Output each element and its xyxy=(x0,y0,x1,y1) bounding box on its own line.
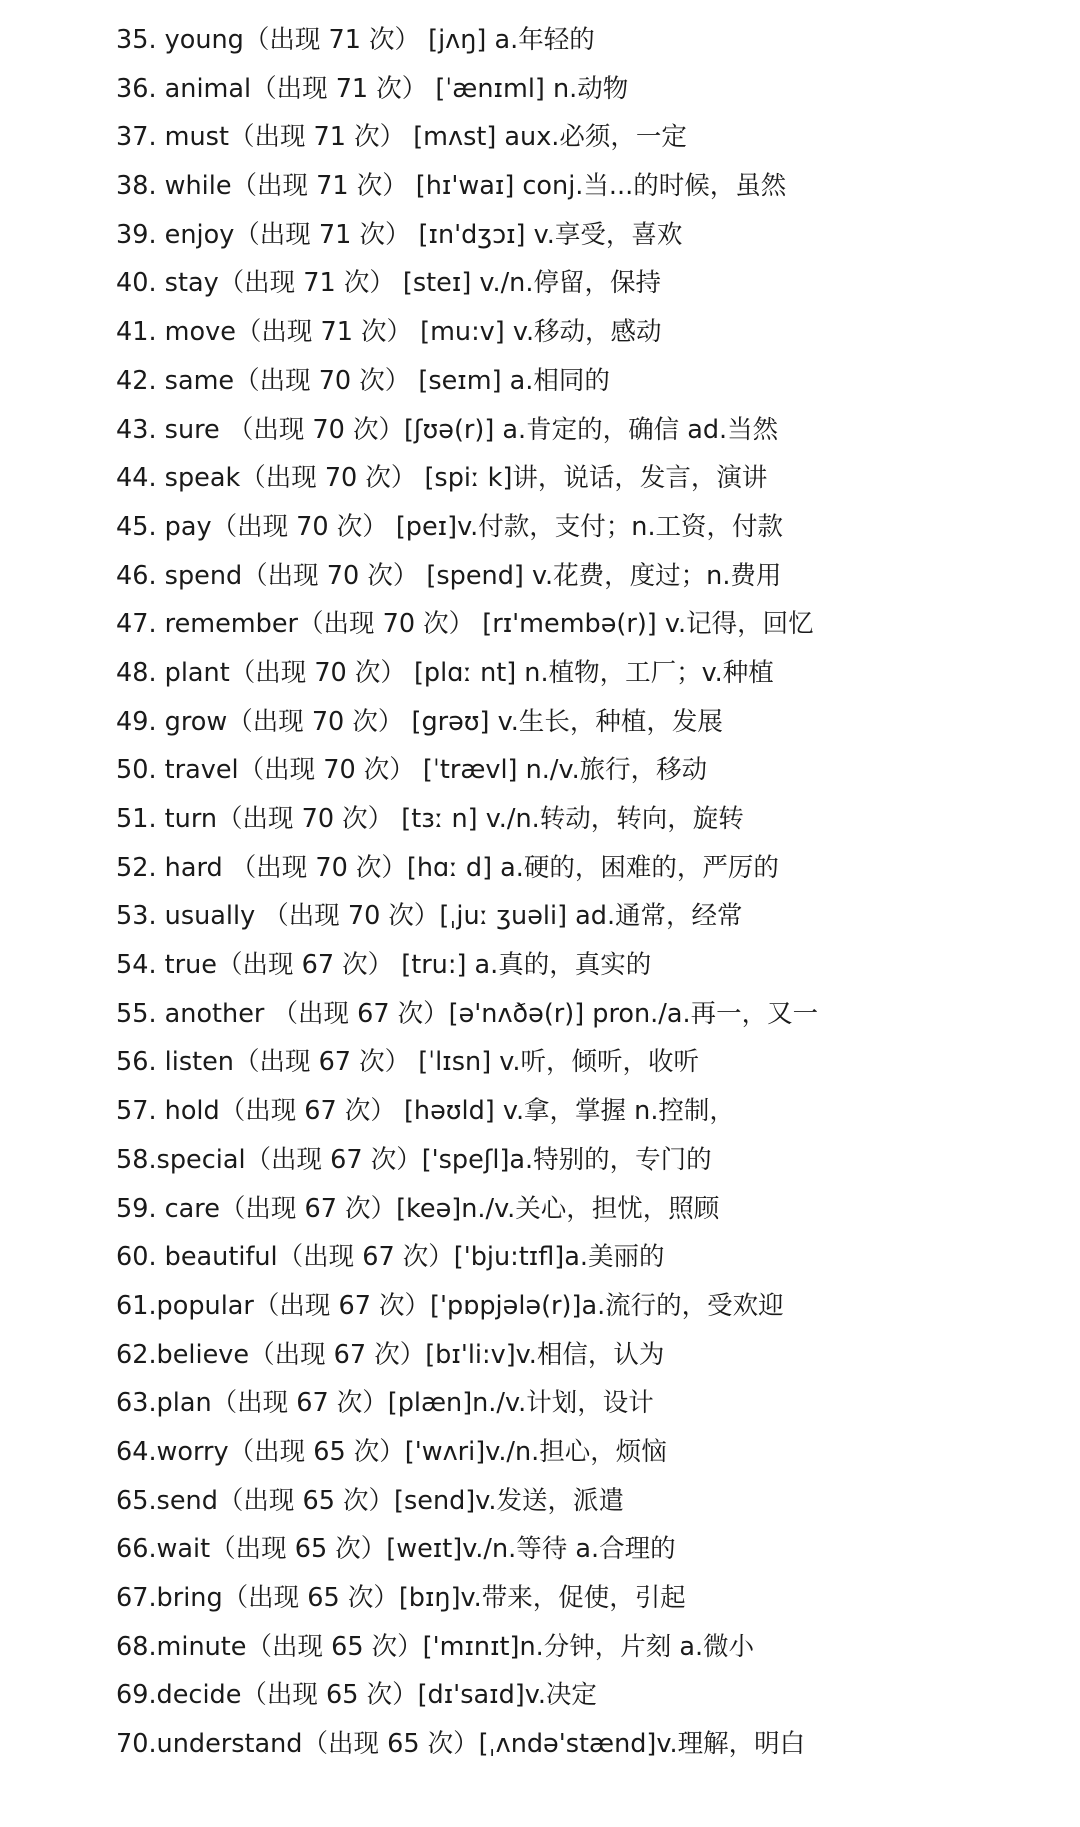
vocab-entry: 48. plant（出现 70 次） [plɑː nt] n.植物，工厂；v.种植 xyxy=(116,657,774,688)
vocab-entry: 37. must（出现 71 次） [mʌst] aux.必须，一定 xyxy=(116,122,687,153)
vocab-entry: 60. beautiful（出现 67 次）['bju:tɪfl]a.美丽的 xyxy=(116,1242,665,1273)
vocab-entry: 49. grow（出现 70 次） [grəʊ] v.生长，种植，发展 xyxy=(116,706,723,737)
vocab-entry: 65.send（出现 65 次）[send]v.发送，派遣 xyxy=(116,1485,624,1516)
vocab-entry: 45. pay（出现 70 次） [peɪ]v.付款，支付；n.工资，付款 xyxy=(116,511,784,542)
vocab-entry: 70.understand（出现 65 次）[ˌʌndə'stænd]v.理解，明白 xyxy=(116,1729,806,1760)
vocab-entry: 58.special（出现 67 次）['speʃl]a.特别的，专门的 xyxy=(116,1144,712,1175)
vocab-entry: 41. move（出现 71 次） [mu:v] v.移动，感动 xyxy=(116,317,662,348)
vocab-entry: 62.believe（出现 67 次）[bɪ'li:v]v.相信，认为 xyxy=(116,1339,665,1370)
vocab-entry: 53. usually （出现 70 次）[ˌjuː ʒuəli] ad.通常，经常 xyxy=(116,901,743,932)
vocab-entry: 40. stay（出现 71 次） [steɪ] v./n.停留，保持 xyxy=(116,268,661,299)
vocab-entry: 36. animal（出现 71 次） [ˈænɪml] n.动物 xyxy=(116,73,629,104)
vocab-entry: 39. enjoy（出现 71 次） [ɪn'dʒɔɪ] v.享受，喜欢 xyxy=(116,219,683,250)
vocab-entry: 69.decide（出现 65 次）[dɪ'saɪd]v.决定 xyxy=(116,1680,597,1711)
vocab-entry: 67.bring（出现 65 次）[bɪŋ]v.带来，促使，引起 xyxy=(116,1583,686,1613)
vocab-entry: 55. another （出现 67 次）[ə'nʌðə(r)] pron./a.再一，又一 xyxy=(116,998,819,1029)
vocabulary-list xyxy=(116,16,1056,1769)
vocab-entry: 66.wait（出现 65 次）[weɪt]v./n.等待 a.合理的 xyxy=(116,1534,676,1565)
vocab-entry: 43. sure （出现 70 次）[ʃʊə(r)] a.肯定的，确信 ad.当然 xyxy=(116,414,779,445)
vocab-entry: 57. hold（出现 67 次） [həʊld] v.拿，掌握 n.控制， xyxy=(116,1096,735,1127)
vocab-entry: 42. same（出现 70 次） [seɪm] a.相同的 xyxy=(116,365,610,396)
vocab-entry: 46. spend（出现 70 次） [spend] v.花费，度过；n.费用 xyxy=(116,560,782,591)
vocab-entry: 54. true（出现 67 次） [tru:] a.真的，真实的 xyxy=(116,950,652,981)
vocab-entry: 51. turn（出现 70 次） [tɜː n] v./n.转动，转向，旋转 xyxy=(116,804,744,834)
vocab-entry: 47. remember（出现 70 次） [rɪ'membə(r)] v.记得，回忆 xyxy=(116,609,814,640)
vocab-entry: 38. while（出现 71 次） [hɪ'waɪ] conj.当...的时候，虽然 xyxy=(116,171,787,202)
vocab-entry: 44. speak（出现 70 次） [spiː k]讲，说话，发言，演讲 xyxy=(116,463,768,494)
vocab-entry: 68.minute（出现 65 次）['mɪnɪt]n.分钟，片刻 a.微小 xyxy=(116,1631,755,1662)
vocab-entry: 61.popular（出现 67 次）['pɒpjələ(r)]a.流行的，受欢迎 xyxy=(116,1290,784,1321)
vocab-entry: 52. hard （出现 70 次）[hɑː d] a.硬的，困难的，严厉的 xyxy=(116,852,779,883)
vocab-entry: 64.worry（出现 65 次）['wʌri]v./n.担心，烦恼 xyxy=(116,1436,667,1467)
vocab-entry: 63.plan（出现 67 次）[plæn]n./v.计划，设计 xyxy=(116,1388,654,1419)
vocab-entry: 56. listen（出现 67 次） [ˈlɪsn] v.听，倾听，收听 xyxy=(116,1047,699,1078)
vocab-entry: 59. care（出现 67 次）[keə]n./v.关心，担忧，照顾 xyxy=(116,1193,720,1224)
vocab-entry: 50. travel（出现 70 次） [ˈtrævl] n./v.旅行，移动 xyxy=(116,755,708,786)
vocab-entry: 35. young（出现 71 次） [jʌŋ] a.年轻的 xyxy=(116,25,595,55)
